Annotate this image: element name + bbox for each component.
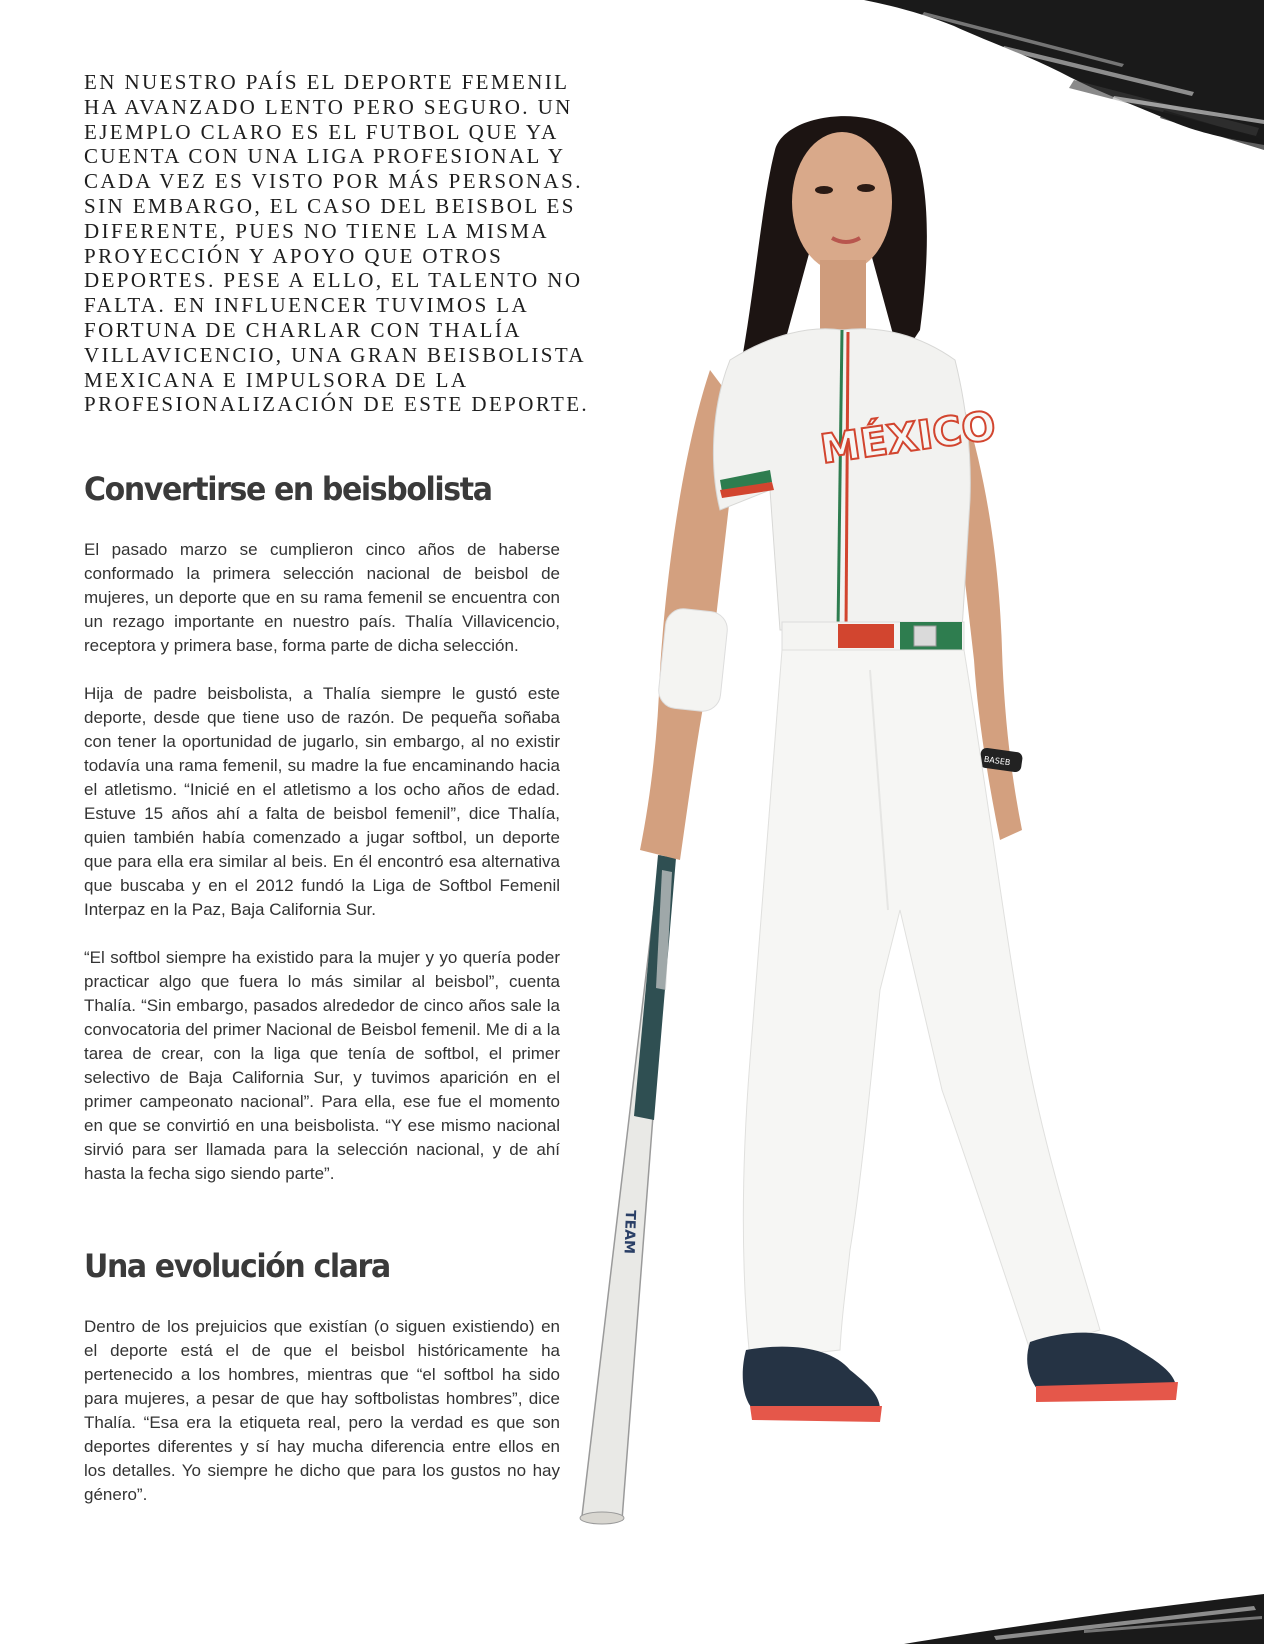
article-text-column	[84, 60, 604, 1507]
arm-sleeve	[657, 607, 729, 713]
section-heading-convertirse: Convertirse en beisbolista	[84, 471, 492, 509]
player-illustration	[570, 110, 1250, 1550]
right-shoe	[1027, 1333, 1178, 1402]
bat-label: TEAM	[620, 1209, 638, 1255]
wristband-label: BASEB	[983, 754, 1011, 768]
neck	[820, 260, 866, 330]
pants	[743, 650, 1100, 1360]
section1-paragraph-1: El pasado marzo se cumplieron cinco años de haberse conformado la primera selección nacional de beisbol de mujeres, un deporte que en su rama femenil se encuentra con un rezago importante en nuestro país. Thalía Villavicencio, receptora y primera base, forma parte de dicha selección.	[84, 540, 560, 656]
section1-paragraph-2: Hija de padre beisbolista, a Thalía siempre le gustó este deporte, desde que tiene uso de razón. De pequeña soñaba con tener la oportunidad de jugarlo, sin embargo, al no existir todavía una rama femenil, su madre la fue encaminando hacia el atletismo. “Inicié en el atletismo a los ocho años de edad. Estuve 15 años ahí a falta de beisbol femenil”, dice Thalía, quien también había comenzado a jugar softbol, un deporte que para ella era similar al beis. En él encontró esa alternativa que buscaba y en el 2012 fundó la Liga de Softbol Femenil Interpaz en la Paz, Baja California Sur.	[84, 684, 560, 920]
section-heading-evolucion: Una evolución clara	[84, 1248, 390, 1286]
baseball-bat	[580, 840, 676, 1524]
player-photo	[570, 110, 1250, 1550]
section1-paragraph-3: “El softbol siempre ha existido para la mujer y yo quería poder practicar algo que fuera lo más similar al beisbol”, cuenta Thalía. “Sin embargo, pasados alrededor de cinco años sale la convocatoria del primer Nacional de Beisbol femenil. Me di a la tarea de crear, con la liga que tenía de softbol, el primer selectivo de Baja California Sur, y tuvimos aparición en el primer campeonato nacional”. Para ella, ese fue el momento en que se convirtió en una beisbolista. “Y ese mismo nacional sirvió para ser llamada para la selección nacional, y de ahí hasta la fecha sigo siendo parte”.	[84, 948, 560, 1184]
intro-paragraph: EN NUESTRO PAÍS EL DEPORTE FEMENIL HA AVANZADO LENTO PERO SEGURO. UN EJEMPLO CLARO ES EL FUTBOL QUE YA CUENTA CON UNA LIGA PROFESIONAL Y CADA VEZ ES VISTO POR MÁS PERSONAS. SIN EMBARGO, EL CASO DEL BEISBOL ES DIFERENTE, PUES NO TIENE LA MISMA PROYECCIÓN Y APOYO QUE OTROS DEPORTES. PESE A ELLO, EL TALENTO NO FALTA. EN INFLUENCER TUVIMOS LA FORTUNA DE CHARLAR CON THALÍA VILLAVICENCIO, UNA GRAN BEISBOLISTA MEXICANA E IMPULSORA DE LA PROFESIONALIZACIÓN DE ESTE DEPORTE.	[84, 70, 590, 417]
face	[792, 132, 892, 272]
left-shoe	[743, 1347, 882, 1422]
brush-stroke-bottom-decoration	[904, 1594, 1264, 1644]
section2-paragraph-1: Dentro de los prejuicios que existían (o siguen existiendo) en el deporte está el de que el beisbol históricamente ha pertenecido a los hombres, mientras que “el softbol ha sido para mujeres, a pesar de que hay softbolistas hombres”, dice Thalía. “Esa era la etiqueta real, pero la verdad es que son deportes diferentes y sí hay mucha diferencia entre ellos en los detalles. Yo siempre he dicho que para los gustos no hay género”.	[84, 1317, 560, 1505]
jersey-lettering: MÉXICO	[817, 403, 999, 474]
